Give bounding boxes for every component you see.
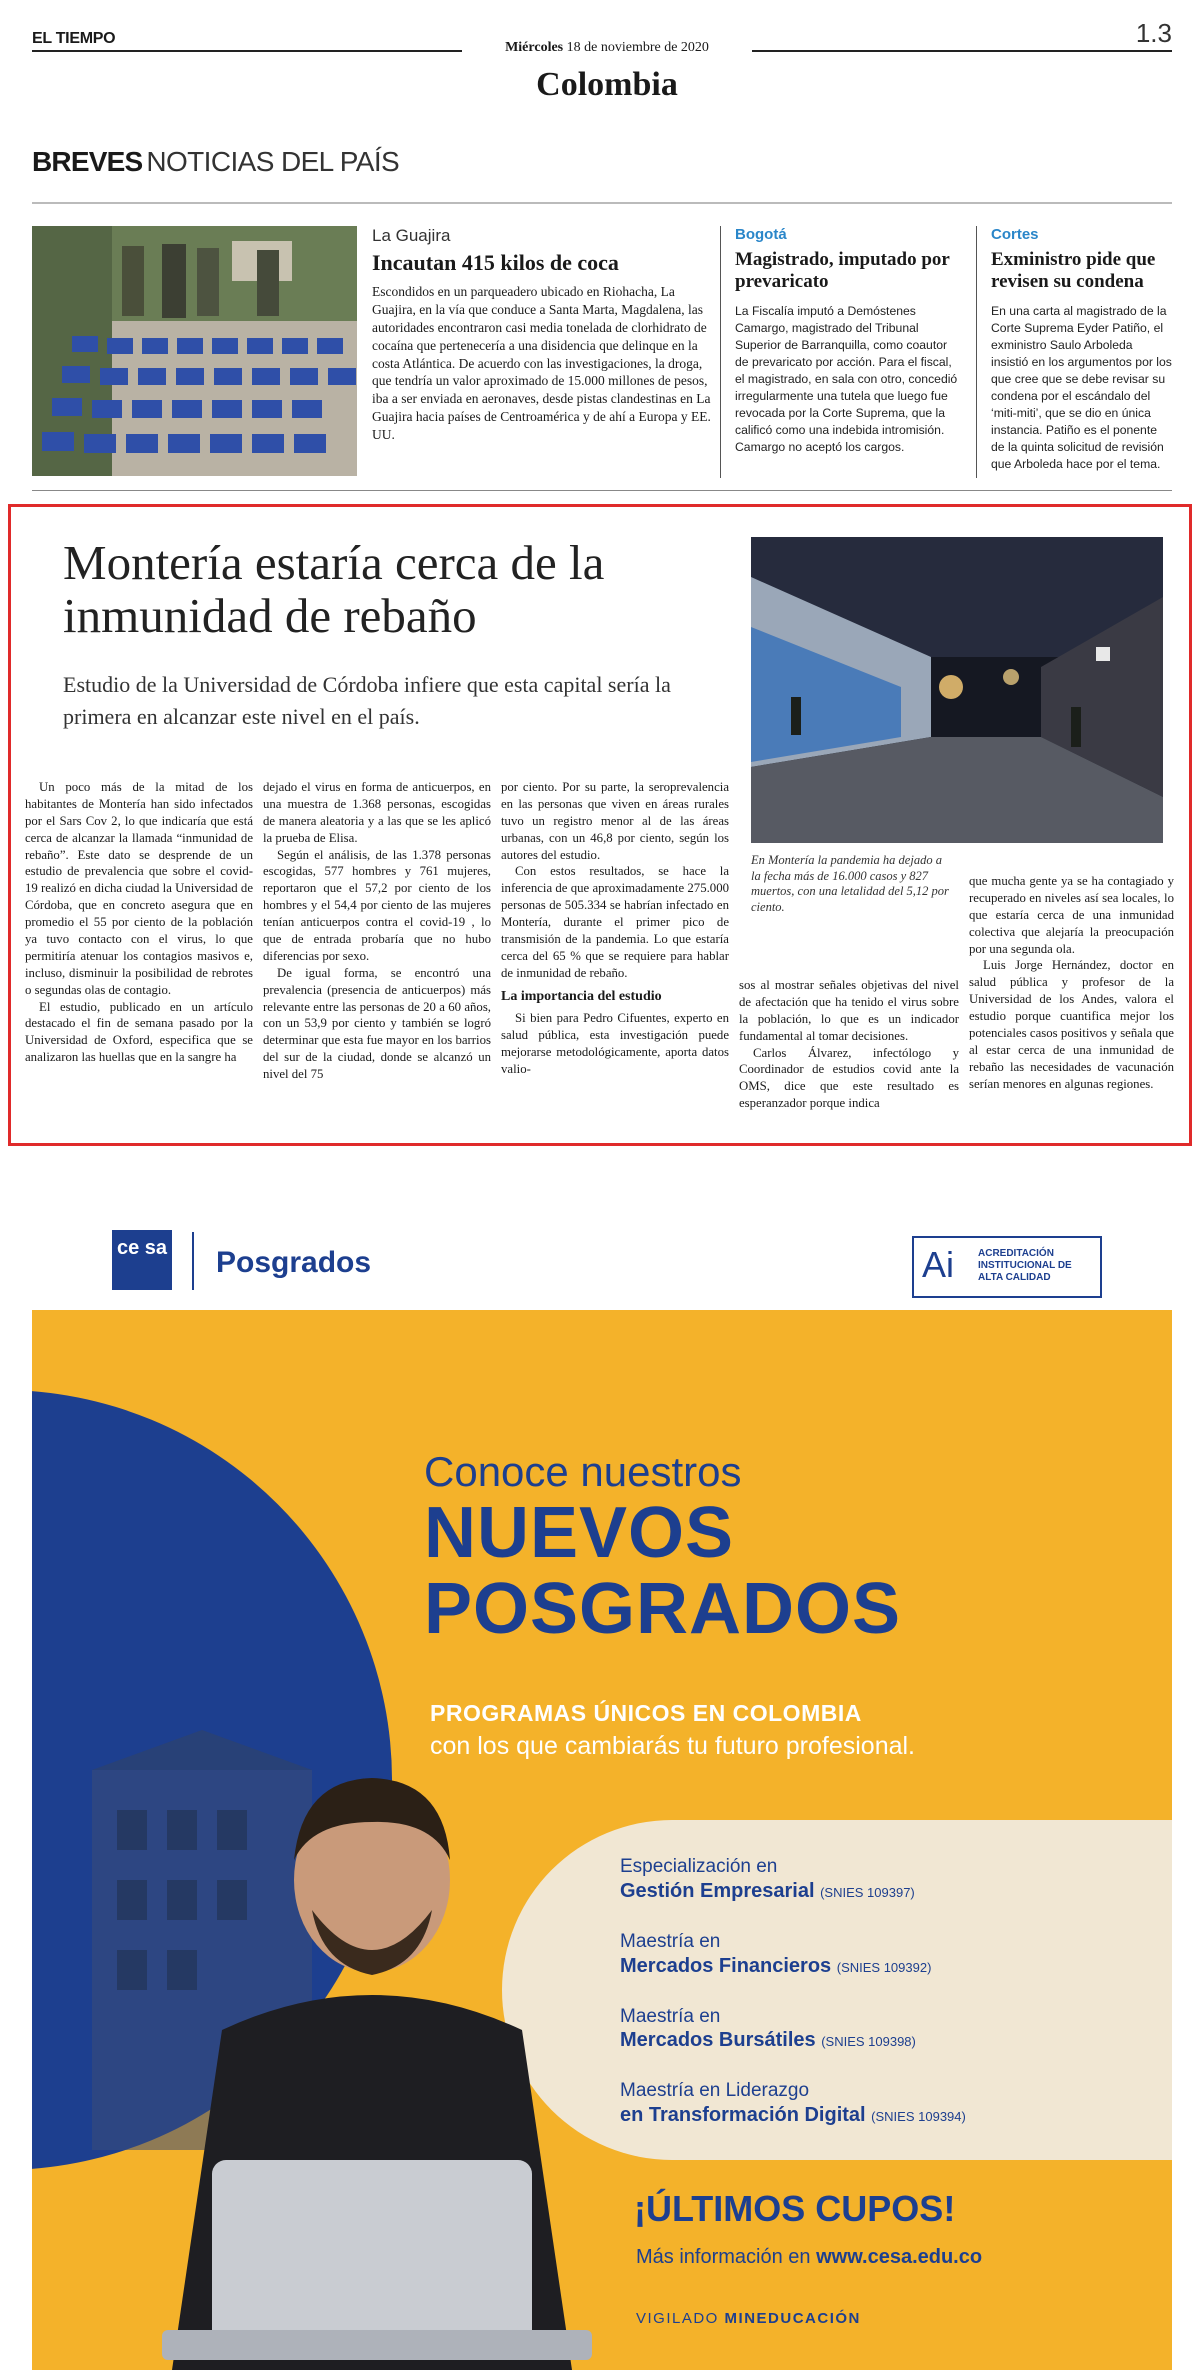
brand-logo: EL TIEMPO xyxy=(32,30,116,47)
article-column-5 xyxy=(969,873,1174,1093)
breves-rule xyxy=(32,202,1172,204)
paragraph: Luis Jorge Hernández, doctor en salud pública y profesor de la Universidad de los Andes, valora el estudio porque cuantifica mejor los potenciales casos positivos y señala que al estar cerca de una inmunidad de rebaño las necesidades de vacunación serían menores en algunas regiones. xyxy=(969,958,1174,1091)
article-headline: Montería estaría cerca de la inmunidad de rebaño xyxy=(63,535,605,643)
program-name: en Transformación Digital xyxy=(620,2104,866,2127)
brief-kicker: Cortes xyxy=(991,226,1039,243)
ad-unicos: PROGRAMAS ÚNICOS EN COLOMBIA xyxy=(430,1700,862,1726)
cesa-advertisement[interactable] xyxy=(32,1170,1172,2370)
paragraph: dejado el virus en forma de anticuerpos, en una muestra de 1.368 personas, escogidas de manera aleatoria y a las que se les aplicó la prueba de Elisa. xyxy=(263,780,491,845)
main-article xyxy=(8,504,1192,1146)
program-snies: (SNIES 109394) xyxy=(871,2109,966,2125)
mineducacion-label: MINEDUCACIÓN xyxy=(724,2310,861,2327)
issue-weekday: Miércoles xyxy=(505,40,564,55)
article-subhead: La importancia del estudio xyxy=(501,988,662,1004)
article-column-2 xyxy=(263,779,491,1083)
program-type: Maestría en Liderazgo xyxy=(620,2080,810,2102)
program-type: Maestría en xyxy=(620,1930,721,1952)
ad-tagline: con los que cambiarás tu futuro profesional. xyxy=(430,1732,915,1760)
breves-section xyxy=(32,226,1172,482)
issue-date xyxy=(462,40,752,56)
paragraph: El estudio, publicado en un artículo destacado el fin de semana pasado por la Universidad de Oxford, especifica que se analizaron las huellas que en la sangre ha xyxy=(25,999,253,1065)
accreditation-badge xyxy=(912,1236,1102,1298)
article-column-4 xyxy=(739,977,959,1112)
paragraph: por ciento. Por su parte, la seroprevalencia en las personas que viven en áreas rurales tuvo un registro menor al de las áreas urbanas, con un 46,8 por ciento, según los autores del estudio. xyxy=(501,780,729,862)
ad-headline: NUEVOS POSGRADOS xyxy=(424,1493,902,1649)
photo-caption: En Montería la pandemia ha dejado a la fecha más de 16.000 casos y 827 muertos, con una letalidad del 5,12 por ciento. xyxy=(751,853,949,914)
accreditation-ai-icon: Ai xyxy=(922,1244,955,1285)
article-column-1 xyxy=(25,779,253,1066)
masthead-rule-right xyxy=(752,50,1172,52)
ad-info-prefix: Más información en xyxy=(636,2246,811,2268)
paragraph: sos al mostrar señales objetivas del nivel de afectación que ha tenido el virus sobre la población, lo que es un indicador fundamental al tomar decisiones. xyxy=(739,978,959,1043)
program-item[interactable] xyxy=(620,1856,1090,1903)
logo-separator xyxy=(192,1232,194,1290)
paragraph: Según el análisis, de las 1.378 personas escogidas, 577 hombres y 761 mujeres, reportaron que el 57,2 por ciento de los hombres y el 54,4 por ciento de las mujeres tenían anticuerpos contra el covid-19 , lo que de entrada probaría que no hubo diferencias por sexo. xyxy=(263,847,491,963)
breves-title-light: NOTICIAS DEL PAÍS xyxy=(146,146,400,177)
article-column-3 xyxy=(501,779,729,1078)
program-name: Gestión Empresarial xyxy=(620,1879,815,1902)
monteria-street-photo xyxy=(751,537,1163,843)
program-type: Maestría en xyxy=(620,2005,721,2027)
breves-title-bold: BREVES xyxy=(32,146,143,177)
program-list xyxy=(620,1856,1090,2155)
program-name: Mercados Bursátiles xyxy=(620,2029,816,2052)
ad-vigilado xyxy=(636,2310,861,2327)
program-item[interactable] xyxy=(620,2006,1090,2053)
paragraph: Si bien para Pedro Cifuentes, experto en salud pública, esta investigación puede mejorarse metodológicamente, aporta datos valio- xyxy=(501,1011,729,1076)
paragraph: Con estos resultados, se hace la inferencia de que aproximadamente 275.000 personas de 505.334 se habrían infectado en Montería, durante el primer pico de transmisión de la pandemia. Lo que estaría cerca del 65 % que se requiere para hablar de inmunidad de rebaño. xyxy=(501,864,729,980)
section-title: Colombia xyxy=(536,66,678,103)
ad-last-spots: ¡ÚLTIMOS CUPOS! xyxy=(634,2188,956,2229)
paragraph: que mucha gente ya se ha contagiado y recuperado en niveles así sea locales, lo que estaría cerca de una inmunidad colectiva que alejaría la preocupación por una segunda ola. xyxy=(969,874,1174,956)
masthead xyxy=(32,18,1172,108)
breves-bottom-rule xyxy=(32,490,1172,491)
issue-date-text: 18 de noviembre de 2020 xyxy=(566,40,709,55)
program-type: Especialización en xyxy=(620,1856,778,1877)
paragraph: De igual forma, se encontró una prevalencia (presencia de anticuerpos) más relevante entre las personas de 20 a 60 años, con un 53,9 por ciento y también se logró determinar que esta fue mayor en los barrios del sur de la ciudad, donde se alcanzó un nivel del 75 xyxy=(263,965,491,1082)
vigilado-label: VIGILADO xyxy=(636,2310,719,2327)
brief-body: La Fiscalía imputó a Demóstenes Camargo, magistrado del Tribunal Superior de Barranquilla, como coautor de prevaricato por acción. Para el fiscal, el magistrado, en sala con otro, concedió irregularmente una tutela que luego fue revocada por la Corte Suprema, que la calificó como una indebida intromisión. Camargo no aceptó los cargos. xyxy=(735,303,958,455)
article-deck: Estudio de la Universidad de Córdoba infiere que esta capital sería la primera en alcanzar este nivel en el país. xyxy=(63,672,671,729)
paragraph: Carlos Álvarez, infectólogo y Coordinador de estudios covid ante la OMS, dice que este resultado es esperanzador porque indica xyxy=(739,1045,959,1111)
program-item[interactable] xyxy=(620,1931,1090,1978)
brief-la-guajira xyxy=(372,226,712,444)
brief-body: Escondidos en un parqueadero ubicado en Riohacha, La Guajira, en la vía que conduce a Santa Marta, Magdalena, las autoridades encontraron casi media tonelada de clorhidrato de cocaína que pertenecería a una disidencia que delinque en la costa Atlántica. De acuerdo con las investigaciones, la droga, que tendría un valor aproximado de 15.000 millones de pesos, iba a ser enviada en aeronaves, desde pistas clandestinas en La Guajira hacia países de Centroamérica y de ahí a Europa y EE. UU. xyxy=(372,284,711,442)
ad-more-info xyxy=(636,2246,982,2269)
brief-kicker: Bogotá xyxy=(735,226,787,243)
program-snies: (SNIES 109392) xyxy=(836,1959,932,1975)
brief-cortes xyxy=(976,226,1172,478)
cesa-logo: ce sa xyxy=(112,1230,172,1290)
ad-website-link[interactable]: www.cesa.edu.co xyxy=(816,2246,983,2268)
paragraph: Un poco más de la mitad de los habitantes de Montería han sido infectados por el Sars Cov 2, lo que indicaría que está cerca de alcanzar la llamada “inmunidad de rebaño”. Este dato se desprende de un estudio de prevalencia que sobre el covid-19 realizó en dicha ciudad la Universidad de Córdoba, que en concreto asegura que en promedio el 55 por ciento de la población ya tuvo contacto con el virus, lo que permitiría atenuar los contagios masivos e, incluso, disminuir la posibilidad de rebrotes o segundas olas de contagio. xyxy=(25,780,253,997)
ad-posgrados-label: Posgrados xyxy=(216,1246,372,1279)
program-snies: (SNIES 109397) xyxy=(820,1884,915,1900)
program-name: Mercados Financieros xyxy=(620,1954,832,1977)
brief-title: Magistrado, imputado por prevaricato xyxy=(735,249,950,292)
page-number: 1.3 xyxy=(1135,18,1172,48)
masthead-rule-left xyxy=(32,50,462,52)
brief-kicker: La Guajira xyxy=(372,226,451,245)
brief-title: Incautan 415 kilos de coca xyxy=(372,250,619,275)
brief-title: Exministro pide que revisen su condena xyxy=(991,249,1156,292)
student-with-laptop-illustration xyxy=(72,1730,592,2370)
ad-conoce: Conoce nuestros xyxy=(424,1448,742,1495)
accreditation-label: ACREDITACIÓN INSTITUCIONAL DE ALTA CALIDAD xyxy=(978,1248,1072,1283)
program-item[interactable] xyxy=(620,2080,1090,2127)
breves-header xyxy=(32,146,1172,206)
cocaine-seizure-photo xyxy=(32,226,357,476)
brief-body: En una carta al magistrado de la Corte Suprema Eyder Patiño, el exministro Saulo Arboleda insistió en los argumentos por los que cree que se debe revisar su condena por el escándalo del ‘miti-miti’, que se dio en única instancia. Patiño es el ponente de la quinta solicitud de revisión que Arboleda hace por el tema. xyxy=(991,303,1172,472)
program-snies: (SNIES 109398) xyxy=(821,2034,916,2050)
brief-bogota xyxy=(720,226,960,478)
